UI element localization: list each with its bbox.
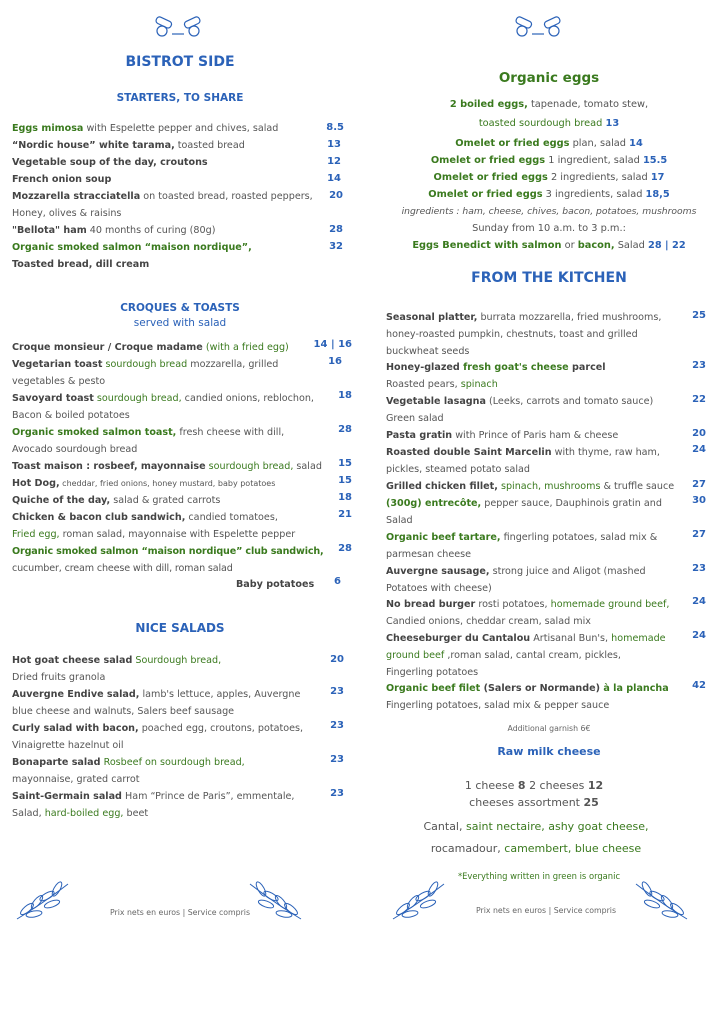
salads-heading: NICE SALADS <box>135 621 225 635</box>
eggs-boiled: 2 boiled eggs, tapenade, tomato stew, <box>449 99 649 110</box>
menu-item: Omelet or fried eggs 1 ingredient, salad 15.5 <box>430 155 668 166</box>
cheese-prices: 1 cheese 8 2 cheeses 12 <box>464 779 604 792</box>
price: 21 <box>338 509 352 520</box>
olive-branch-icon <box>12 874 72 924</box>
price: 28 <box>329 224 343 235</box>
menu-item: Hot goat cheese salad Sourdough bread, Dried fruits granola <box>12 655 222 683</box>
price: 23 <box>330 686 344 697</box>
cheese-assortment: cheeses assortment 25 <box>469 796 599 809</box>
menu-item: Roasted double Saint Marcelin with thyme, raw ham, pickles, steamed potato salad <box>386 447 660 475</box>
cheese-title: Raw milk cheese <box>497 745 601 758</box>
menu-item: French onion soup <box>12 174 112 185</box>
price: 23 <box>692 563 706 574</box>
menu-item: Organic beef filet (Salers or Normande) à la plancha Fingerling potatoes, salad mix & pepper sauce <box>386 683 669 711</box>
menu-item: Croque monsieur / Croque madame (with a fried egg) <box>12 342 289 353</box>
price: 24 <box>692 444 706 455</box>
price: 22 <box>692 394 706 405</box>
menu-item: Toast maison : rosbeef, mayonnaise sourdough bread, salad <box>12 461 322 472</box>
price: 20 <box>329 190 343 201</box>
menu-item: Seasonal platter, burrata mozzarella, fried mushrooms, honey-roasted pumpkin, chestnuts, toast and grilled buckwheat seeds <box>386 312 662 357</box>
price: 28 <box>338 543 352 554</box>
cannon-crest-icon <box>150 14 206 38</box>
garnish-note: Additional garnish 6€ <box>507 724 591 733</box>
price: 20 <box>692 428 706 439</box>
starters-heading: STARTERS, TO SHARE <box>116 92 244 104</box>
menu-item: Omelet or fried eggs plan, salad 14 <box>455 138 643 149</box>
menu-item: Saint-Germain salad Ham “Prince de Paris”, emmentale, Salad, hard-boiled egg, beet <box>12 791 295 819</box>
menu-item: "Bellota" ham 40 months of curing (80g) <box>12 225 216 236</box>
menu-item: “Nordic house” white tarama, toasted bread <box>12 140 245 151</box>
kitchen-title: FROM THE KITCHEN <box>471 270 627 286</box>
price: 15 <box>338 458 352 469</box>
eggs-benedict: Eggs Benedict with salmon or bacon, Salad 28 | 22 <box>412 240 686 251</box>
menu-item: Honey-glazed fresh goat's cheese parcel Roasted pears, spinach <box>386 362 606 390</box>
menu-item: Quiche of the day, salad & grated carrots <box>12 495 221 506</box>
price: 23 <box>330 720 344 731</box>
price: 28 <box>338 424 352 435</box>
footer-note: Prix nets en euros | Service compris <box>109 908 251 917</box>
olive-branch-icon <box>632 874 692 924</box>
price: 27 <box>692 529 706 540</box>
bistrot-title: BISTROT SIDE <box>125 54 235 70</box>
croques-heading: CROQUES & TOASTS <box>120 302 240 314</box>
menu-item: Organic beef tartare, fingerling potatoes, salad mix & parmesan cheese <box>386 532 658 560</box>
menu-item: Savoyard toast sourdough bread, candied onions, reblochon, Bacon & boiled potatoes <box>12 393 314 421</box>
menu-item: Pasta gratin with Prince of Paris ham & cheese <box>386 430 619 441</box>
price: 16 <box>328 356 342 367</box>
menu-item: (300g) entrecôte, pepper sauce, Dauphinois gratin and Salad <box>386 498 662 526</box>
cheese-list-2: rocamadour, camembert, blue cheese <box>430 842 642 855</box>
menu-item: Omelet or fried eggs 2 ingredients, salad 17 <box>433 172 665 183</box>
price: 12 <box>327 156 341 167</box>
menu-item: Bonaparte salad Rosbeef on sourdough bread, mayonnaise, grated carrot <box>12 757 245 785</box>
price: 27 <box>692 479 706 490</box>
eggs-boiled-bread: toasted sourdough bread 13 <box>478 118 620 129</box>
price: 24 <box>692 596 706 607</box>
price: 32 <box>329 241 343 252</box>
price: 18 <box>338 390 352 401</box>
price: 20 <box>330 654 344 665</box>
footer-note: Prix nets en euros | Service compris <box>475 906 617 915</box>
olive-branch-icon <box>246 874 306 924</box>
menu-item: Organic smoked salmon “maison nordique” club sandwich, cucumber, cream cheese with dill, roman salad <box>12 546 324 574</box>
price: 18 <box>338 492 352 503</box>
price: 42 <box>692 680 706 691</box>
menu-item: Grilled chicken fillet, spinach, mushrooms & truffle sauce <box>386 481 675 492</box>
price: 14 | 16 <box>313 339 352 350</box>
menu-item: Eggs mimosa with Espelette pepper and chives, salad <box>12 123 279 134</box>
olive-branch-icon <box>388 874 448 924</box>
eggs-title: Organic eggs <box>498 70 600 86</box>
menu-item: Chicken & bacon club sandwich, candied tomatoes, Fried egg, roman salad, mayonnaise with Espelette pepper <box>12 512 296 540</box>
menu-item: Omelet or fried eggs 3 ingredients, salad 18,5 <box>428 189 670 200</box>
menu-item: Baby potatoes <box>236 579 315 590</box>
price: 23 <box>692 360 706 371</box>
price: 13 <box>327 139 341 150</box>
menu-item: Vegetable soup of the day, croutons <box>12 157 208 168</box>
cheese-list-1: Cantal, saint nectaire, ashy goat cheese, <box>423 820 649 833</box>
menu-item: Cheeseburger du Cantalou Artisanal Bun's, homemade ground beef ,roman salad, cantal cream, pickles, Fingerling potatoes <box>386 633 666 678</box>
menu-item: Curly salad with bacon, poached egg, croutons, potatoes, Vinaigrette hazelnut oil <box>12 723 304 751</box>
menu-item: Auvergne sausage, strong juice and Aligot (mashed Potatoes with cheese) <box>386 566 646 594</box>
price: 14 <box>327 173 341 184</box>
menu-item: Mozzarella stracciatella on toasted bread, roasted peppers, Honey, olives & raisins <box>12 191 313 219</box>
price: 24 <box>692 630 706 641</box>
price: 23 <box>330 788 344 799</box>
menu-item: No bread burger rosti potatoes, homemade ground beef, Candied onions, cheddar cream, salad mix <box>386 599 670 627</box>
menu-item: Auvergne Endive salad, lamb's lettuce, apples, Auvergne blue cheese and walnuts, Salers beef sausage <box>12 689 301 717</box>
cannon-crest-icon <box>510 14 566 38</box>
eggs-hours: Sunday from 10 a.m. to 3 p.m.: <box>472 223 626 234</box>
eggs-ingredients: ingredients : ham, cheese, chives, bacon, potatoes, mushrooms <box>401 206 697 217</box>
organic-note: *Everything written in green is organic <box>457 871 621 881</box>
price: 15 <box>338 475 352 486</box>
price: 8.5 <box>326 122 344 133</box>
croques-sub: served with salad <box>133 317 227 329</box>
price: 25 <box>692 310 706 321</box>
price: 23 <box>330 754 344 765</box>
menu-item: Organic smoked salmon toast, fresh cheese with dill, Avocado sourdough bread <box>12 427 285 455</box>
price: 30 <box>692 495 706 506</box>
menu-item: Organic smoked salmon “maison nordique”, Toasted bread, dill cream <box>12 242 252 270</box>
menu-item: Vegetable lasagna (Leeks, carrots and tomato sauce) Green salad <box>386 396 654 424</box>
menu-item: Hot Dog, cheddar, fried onions, honey mustard, baby potatoes <box>12 478 276 489</box>
price: 6 <box>334 576 341 587</box>
menu-item: Vegetarian toast sourdough bread mozzarella, grilled vegetables & pesto <box>12 359 279 387</box>
